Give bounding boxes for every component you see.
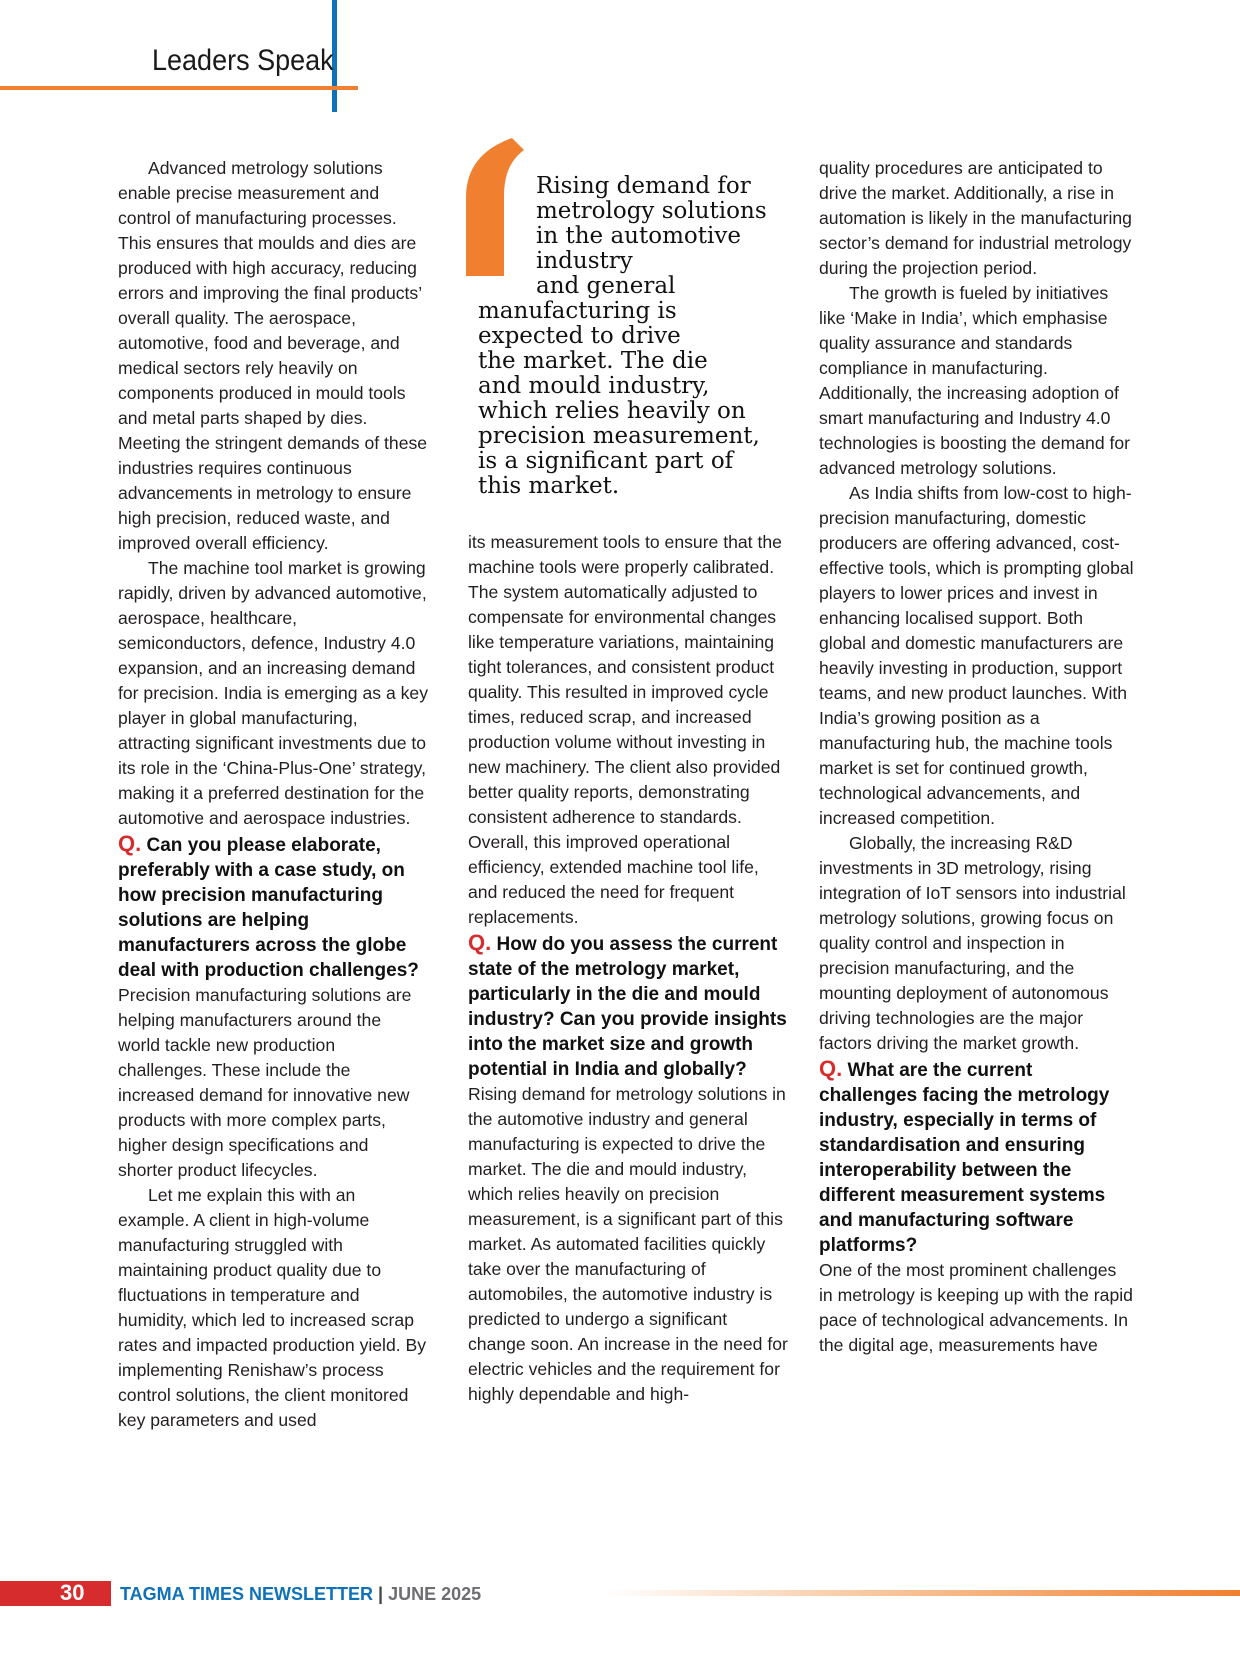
- body-paragraph: One of the most prominent challenges in metrology is keeping up with the rapid pace of technological advancements. In the digital age, measurements have: [819, 1260, 1133, 1355]
- article-column-1: [118, 156, 428, 1433]
- body-paragraph: its measurement tools to ensure that the machine tools were properly calibrated. The system automatically adjusted to compensate for environmental changes like temperature variations, maintaining tight tolerances, and consistent product quality. This resulted in improved cycle times, reduced scrap, and increased production volume without investing in new machinery. The client also provided better quality reports, demonstrating consistent adherence to standards. Overall, this improved operational efficiency, extended machine tool life, and reduced the need for frequent replacements.: [468, 532, 782, 927]
- pull-quote-line: the market. The die: [478, 348, 708, 374]
- question-text: How do you assess the current state of the metrology market, particularly in the die and mould industry? Can you provide insights into the market size and growth potential in India and globally?: [468, 934, 787, 1080]
- body-paragraph: As India shifts from low-cost to high-precision manufacturing, domestic producers are offering advanced, cost-effective tools, which is prompting global players to lower prices and invest in enhancing localised support. Both global and domestic manufacturers are heavily investing in production, support teams, and new product launches. With India’s growing position as a manufacturing hub, the machine tools market is set for continued growth, technological advancements, and increased competition.: [819, 483, 1134, 828]
- pull-quote-line: metrology solutions: [536, 198, 767, 224]
- pull-quote-line: and mould industry,: [478, 373, 710, 399]
- body-paragraph: Globally, the increasing R&D investments in 3D metrology, rising integration of IoT sensors into industrial metrology solutions, growing focus on quality control and inspection in precision manufacturing, and the mounting deployment of autonomous driving technologies are the major factors driving the market growth.: [819, 833, 1126, 1053]
- question-marker: Q.: [468, 930, 492, 955]
- body-paragraph: The growth is fueled by initiatives like ‘Make in India’, which emphasise quality assurance and standards compliance in manufacturing. Additionally, the increasing adoption of smart manufacturing and Industry 4.0 technologies is boosting the demand for advanced metrology solutions.: [819, 283, 1131, 478]
- page-number: 30: [60, 1580, 85, 1605]
- question-heading: [118, 831, 428, 983]
- question-heading: [819, 1056, 1134, 1258]
- issue-date: JUNE 2025: [388, 1584, 482, 1604]
- question-heading: [468, 930, 788, 1082]
- footer-page-bar: [0, 1581, 111, 1606]
- body-paragraph: Let me explain this with an example. A client in high-volume manufacturing struggled with maintaining product quality due to fluctuations in temperature and humidity, which led to increased scrap rates and impacted production yield. By implementing Renishaw’s process control solutions, the client monitored key parameters and used: [118, 1185, 427, 1430]
- header-orange-rule: [0, 86, 358, 90]
- pull-quote-line: this market.: [478, 473, 620, 499]
- footer-gradient-rule: [606, 1590, 1240, 1596]
- question-marker: Q.: [118, 831, 142, 856]
- pull-quote-line: manufacturing is: [478, 298, 677, 324]
- question-text: What are the current challenges facing the metrology industry, especially in terms of standardisation and ensuring interoperability between the different measurement systems and manufacturing software platforms?: [819, 1060, 1110, 1256]
- body-paragraph: The machine tool market is growing rapidly, driven by advanced automotive, aerospace, healthcare, semiconductors, defence, Industry 4.0 expansion, and an increasing demand for precision. India is emerging as a key player in global manufacturing, attracting significant investments due to its role in the ‘China-Plus-One’ strategy, making it a preferred destination for the automotive and aerospace industries.: [118, 558, 428, 828]
- pull-quote-line: industry: [536, 248, 633, 274]
- pull-quote-line: and general: [536, 273, 676, 299]
- body-paragraph: quality procedures are anticipated to drive the market. Additionally, a rise in automation is likely in the manufacturing sector’s demand for industrial metrology during the projection period.: [819, 158, 1132, 278]
- pull-quote-line: which relies heavily on: [478, 398, 746, 424]
- article-column-2: [468, 530, 788, 1407]
- pull-quote-line: is a significant part of: [478, 448, 734, 474]
- pull-quote-line: expected to drive: [478, 323, 681, 349]
- body-paragraph: Precision manufacturing solutions are helping manufacturers around the world tackle new production challenges. These include the increased demand for innovative new products with more complex parts, higher design specifications and shorter product lifecycles.: [118, 985, 412, 1180]
- pull-quote: [478, 174, 774, 499]
- pull-quote-line: in the automotive: [536, 223, 741, 249]
- pull-quote-line: Rising demand for: [536, 173, 751, 199]
- pull-quote-line: precision measurement,: [478, 423, 760, 449]
- article-column-3: [819, 156, 1134, 1358]
- question-marker: Q.: [819, 1056, 843, 1081]
- footer-separator: |: [378, 1584, 384, 1604]
- body-paragraph: Advanced metrology solutions enable precise measurement and control of manufacturing processes. This ensures that moulds and dies are produced with high accuracy, reducing errors and improving the final products’ overall quality. The aerospace, automotive, food and beverage, and medical sectors rely heavily on components produced in mould tools and metal parts shaped by dies. Meeting the stringent demands of these industries requires continuous advancements in metrology to ensure high precision, reduced waste, and improved overall efficiency.: [118, 158, 428, 553]
- footer-publication: [120, 1580, 481, 1608]
- body-paragraph: Rising demand for metrology solutions in the automotive industry and general manufacturing is expected to drive the market. The die and mould industry, which relies heavily on precision measurement, is a significant part of this market. As automated facilities quickly take over the manufacturing of automobiles, the automotive industry is predicted to undergo a significant change soon. An increase in the need for electric vehicles and the requirement for highly dependable and high-: [468, 1084, 788, 1404]
- publication-name: TAGMA TIMES NEWSLETTER: [120, 1584, 373, 1604]
- question-text: Can you please elaborate, preferably with a case study, on how precision manufacturing solutions are helping manufacturers across the globe deal with production challenges?: [118, 835, 419, 981]
- section-title: Leaders Speak: [152, 44, 334, 77]
